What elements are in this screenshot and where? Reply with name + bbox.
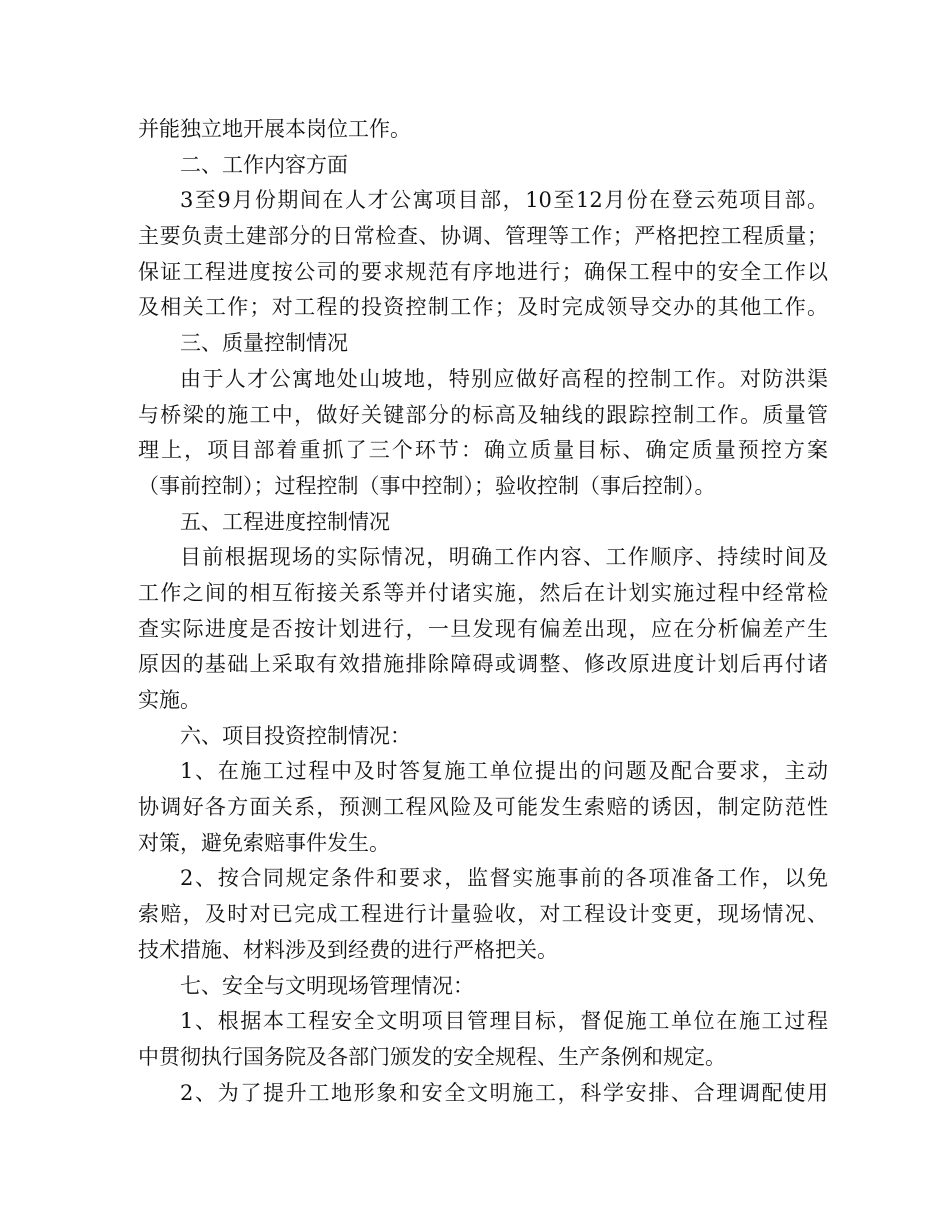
text-line: 二、工作内容方面	[180, 152, 348, 177]
text-line: 3至9月份期间在人才公寓项目部，10至12月份在登云苑项目部。	[180, 188, 828, 213]
text-line: 与桥梁的施工中，做好关键部分的标高及轴线的跟踪控制工作。质量管	[138, 402, 828, 427]
text-line: 主要负责土建部分的日常检查、协调、管理等工作；严格把控工程质量；	[138, 224, 828, 249]
text-line: 中贯彻执行国务院及各部门颁发的安全规程、生产条例和规定。	[138, 1044, 726, 1069]
text-line: 及相关工作；对工程的投资控制工作；及时完成领导交办的其他工作。	[138, 295, 828, 320]
text-line: 协调好各方面关系，预测工程风险及可能发生索赔的诱因，制定防范性	[138, 795, 828, 820]
document-body	[138, 112, 828, 1111]
text-line: 技术措施、材料涉及到经费的进行严格把关。	[138, 937, 558, 962]
text-line: 由于人才公寓地处山坡地，特别应做好高程的控制工作。对防洪渠	[180, 366, 828, 391]
text-line: 五、工程进度控制情况	[180, 509, 390, 534]
text-line: 七、安全与文明现场管理情况：	[180, 973, 474, 998]
text-line: 2、为了提升工地形象和安全文明施工，科学安排、合理调配使用	[180, 1080, 828, 1105]
text-line: 对策，避免索赔事件发生。	[138, 830, 390, 855]
text-line: 保证工程进度按公司的要求规范有序地进行；确保工程中的安全工作以	[138, 259, 828, 284]
text-line: 查实际进度是否按计划进行，一旦发现有偏差出现，应在分析偏差产生	[138, 616, 828, 641]
text-line: 三、质量控制情况	[180, 331, 348, 356]
text-line: 六、项目投资控制情况：	[180, 723, 411, 748]
text-line: 1、在施工过程中及时答复施工单位提出的问题及配合要求，主动	[180, 759, 828, 784]
text-line: 索赔，及时对已完成工程进行计量验收，对工程设计变更，现场情况、	[138, 902, 828, 927]
text-line: 实施。	[138, 688, 201, 712]
text-line: （事前控制）；过程控制（事中控制）；验收控制（事后控制）。	[138, 473, 716, 498]
text-line: 理上，项目部着重抓了三个环节：确立质量目标、确定质量预控方案	[138, 438, 828, 463]
text-line: 目前根据现场的实际情况，明确工作内容、工作顺序、持续时间及	[180, 545, 828, 570]
text-line: 并能独立地开展本岗位工作。	[138, 117, 411, 141]
text-line: 2、按合同规定条件和要求，监督实施事前的各项准备工作，以免	[180, 866, 828, 891]
text-line: 原因的基础上采取有效措施排除障碍或调整、修改原进度计划后再付诸	[138, 652, 828, 677]
text-line: 工作之间的相互衔接关系等并付诸实施，然后在计划实施过程中经常检	[138, 580, 828, 605]
text-line: 1、根据本工程安全文明项目管理目标，督促施工单位在施工过程	[180, 1009, 828, 1034]
